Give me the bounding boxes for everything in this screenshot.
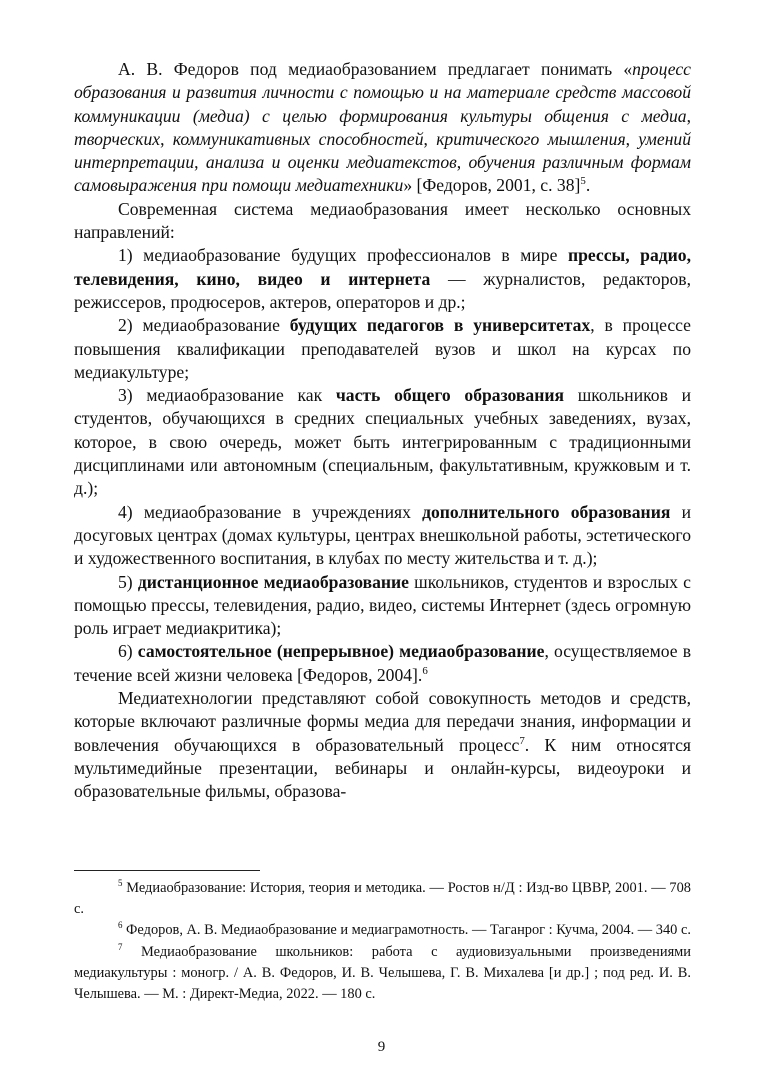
main-text [74, 58, 691, 804]
item-text: 6) [118, 641, 138, 662]
separator: , [456, 152, 469, 173]
item-text: 4) медиаобразование в учреждениях [118, 501, 423, 522]
item-emphasis: часть общего образования [335, 385, 564, 406]
item-emphasis: будущих педагогов в университетах [289, 315, 591, 336]
citation: » [Федоров, 2001, с. 38] [403, 175, 581, 196]
footnote-text: Медиаобразование школьников: работа с аудиовизуальными произведениями медиакультуры : моногр. / А. В. Федоров, И. В. Челышева, Г. В. Михалева [и др.] ; под ред. И. В. Челышева. — М. : Директ-Медиа, 2022. — 180 с. [74, 943, 691, 1003]
item-text: и досуговых центрах (домах культуры, центрах внешкольной работы, эстетического и художественного воспитания, в клубах по месту жительства и т. д.); [74, 501, 692, 569]
item-text: 5) [118, 571, 138, 592]
footnote-number: 6 [118, 920, 123, 931]
item-text: 1) медиаобразование будущих профессионалов в мире [118, 245, 568, 266]
footnote-7 [74, 942, 691, 1006]
item-text: , в процессе повышения квалификации преподавателей вузов и школ на курсах по медиакультуре; [74, 315, 691, 382]
mediatech-text: . К ним относятся мультимедийные презентации, вебинары и онлайн-курсы, видеоуроки и образовательные фильмы, образова- [74, 734, 691, 802]
footnote-ref[interactable]: 7 [519, 734, 525, 747]
definition-quote: критического мышления [436, 128, 626, 149]
paragraph-mediatech [74, 687, 691, 803]
footnote-divider [74, 870, 260, 871]
item-text: 2) медиаобразование [118, 315, 290, 336]
page-number: 9 [377, 1039, 386, 1055]
definition-quote: умений интерпретации [74, 128, 692, 173]
footnote-number: 5 [118, 878, 123, 889]
paragraph-definition [74, 58, 691, 198]
separator: . [585, 175, 591, 196]
separator: , [423, 128, 437, 149]
list-item-6 [74, 640, 691, 687]
footnote-6 [74, 920, 691, 941]
separator: , [625, 128, 639, 149]
separator: , [160, 128, 173, 149]
footnotes [74, 878, 691, 1005]
footnote-number: 7 [118, 941, 123, 952]
item-text: 3) медиаобразование как [118, 385, 336, 406]
definition-quote: творческих [74, 128, 161, 149]
footnote-text: Медиаобразование: История, теория и методика. — Ростов н/Д : Изд-во ЦВВР, 2001. — 708 с. [74, 880, 691, 918]
item-emphasis: прессы, радио, телевидения, кино, видео и интернета [74, 245, 691, 289]
footnote-ref[interactable]: 5 [580, 175, 586, 188]
item-text: школьников и студентов, обучающихся в средних специальных учебных заведениях, вузах, которое, в свою очередь, может быть интегрированным с традиционными дисциплинами или автономным (специальным, факультативным, кружковым и т. д.); [74, 385, 692, 499]
item-text: школьников, студентов и взрослых с помощью прессы, телевидения, радио, видео, системы Интернет (здесь огромную роль играет медиакритика); [74, 571, 691, 639]
definition-quote: анализа и оценки медиатекстов [205, 152, 457, 173]
definition-quote: коммуникативных способностей [172, 128, 424, 149]
item-text: — журналистов, редакторов, режиссеров, продюсеров, актеров, операторов и др.; [74, 268, 692, 312]
item-emphasis: дистанционное медиаобразование [137, 571, 409, 592]
footnote-5 [74, 878, 691, 920]
list-item-1 [74, 244, 691, 314]
list-item-3 [74, 384, 691, 500]
definition-quote: обучения различным формам самовыражения при помощи медиатехники [74, 152, 691, 196]
definition-lead: А. В. Федоров под медиаобразованием предлагает понимать « [118, 59, 633, 79]
paragraph-system-intro: Современная система медиаобразования имеет несколько основных направлений: [74, 198, 691, 243]
list-item-5 [74, 571, 691, 641]
item-emphasis: дополнительного образования [422, 501, 671, 522]
definition-quote: процесс образования и развития личности с помощью и на материале средств массовой коммуникации (медиа) с целью формирования культуры общения с медиа [74, 59, 691, 126]
list-item-2 [74, 314, 691, 384]
footnote-ref[interactable]: 6 [422, 664, 428, 677]
separator: , [194, 152, 206, 173]
mediatech-text: Медиатехнологии представляют собой совокупность методов и средств, которые включают различные формы медиа для передачи знания, информации и вовлечения обучающихся в образовательный процесс [74, 688, 691, 755]
item-text: , осуществляемое в течение всей жизни человека [Федоров, 2004]. [74, 641, 692, 685]
item-emphasis: самостоятельное (непрерывное) медиаобразование [137, 641, 545, 662]
list-item-4 [74, 501, 691, 571]
separator: , [686, 105, 691, 126]
footnote-text: Федоров, А. В. Медиаобразование и медиаграмотность. — Таганрог : Кучма, 2004. — 340 с. [122, 922, 691, 939]
